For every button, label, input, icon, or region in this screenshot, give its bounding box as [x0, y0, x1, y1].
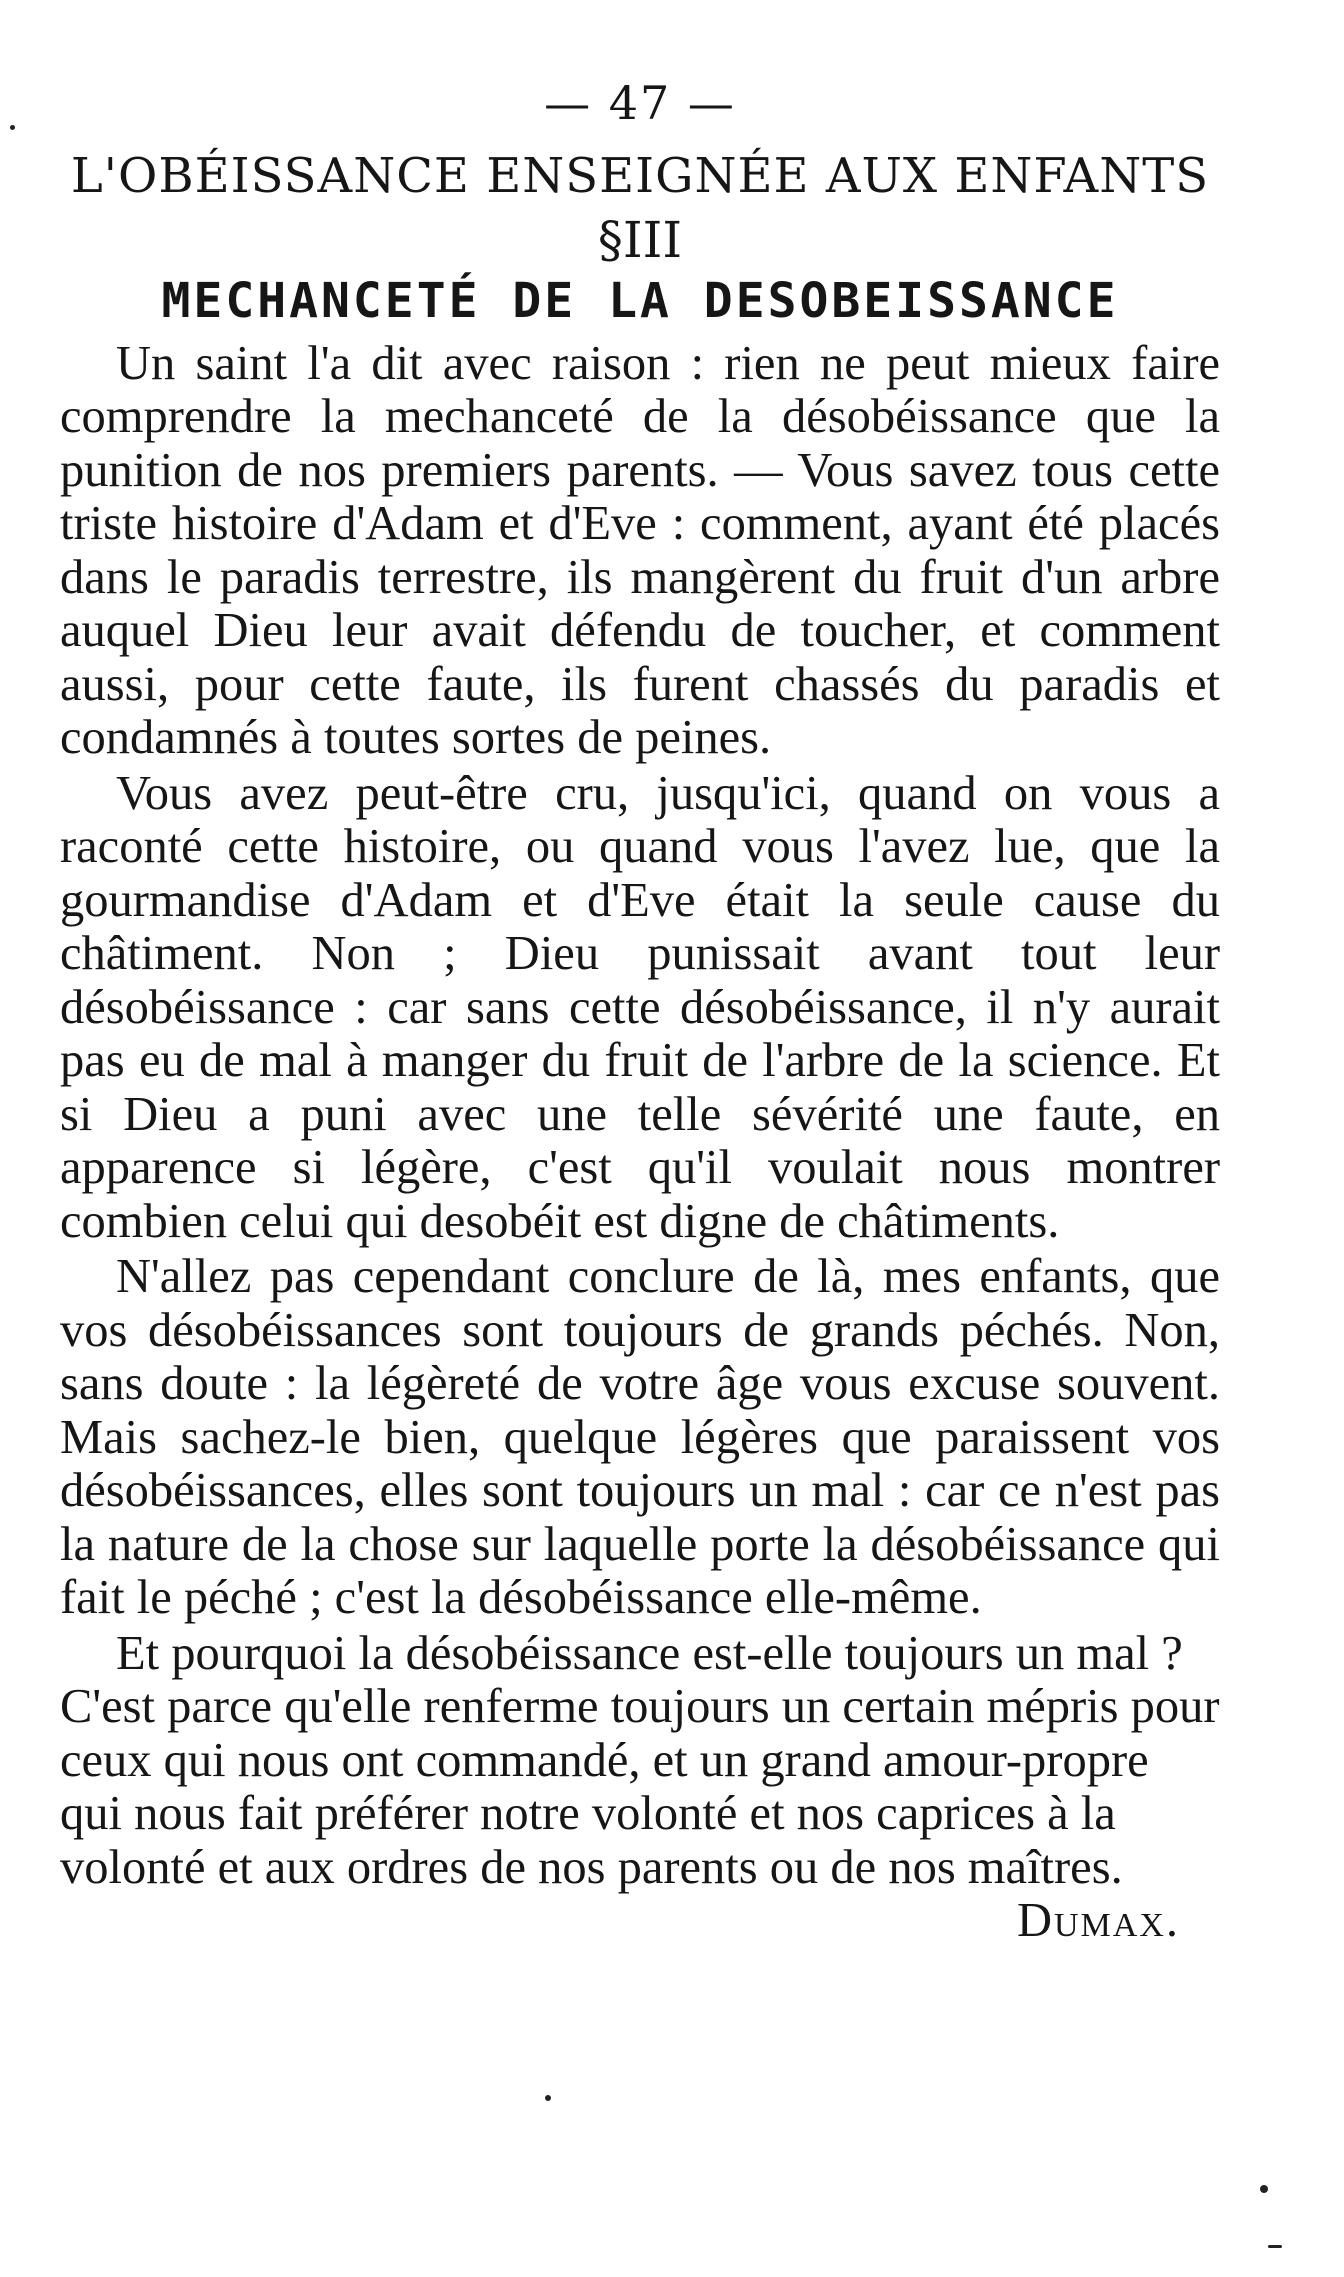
paragraph-4: [60, 1626, 1220, 1948]
section-heading: MECHANCETÉ DE LA DESOBEISSANCE: [161, 272, 1119, 329]
print-speck: [1268, 2245, 1282, 2248]
paragraph-2: Vous avez peut-être cru, jusqu'ici, quand on vous a raconté cette histoire, ou quand vous l'avez lue, que la gourmandise d'Adam et d'Eve était la seule cause du châtiment. Non ; Dieu punissait avant tout leur désobéissance : car sans cette désobéissance, il n'y aurait pas eu de mal à manger du fruit de l'arbre de la science. Et si Dieu a puni avec une telle sévérité une faute, en apparence si légère, c'est qu'il voulait nous montrer combien celui qui desobéit est digne de châtiments.: [60, 766, 1220, 1248]
print-speck: [10, 125, 15, 130]
paragraph-1: Un saint l'a dit avec raison : rien ne peut mieux faire comprendre la mechanceté de la désobéissance que la punition de nos premiers parents. — Vous savez tous cette triste histoire d'Adam et d'Eve : comment, ayant été placés dans le paradis terrestre, ils mangèrent du fruit d'un arbre auquel Dieu leur avait défendu de toucher, et comment aussi, pour cette faute, ils furent chassés du paradis et condamnés à toutes sortes de peines.: [60, 336, 1220, 765]
series-title: L'OBÉISSANCE ENSEIGNÉE AUX ENFANTS: [70, 148, 1210, 204]
page-number: — 47 —: [544, 76, 736, 130]
book-page: [60, 76, 1220, 1948]
section-mark: §III: [597, 210, 683, 269]
author-signature: Dumax.: [1016, 1894, 1180, 1948]
print-speck: [545, 2095, 551, 2101]
paragraph-3: N'allez pas cependant conclure de là, mes enfants, que vos désobéissances sont toujours de grands péchés. Non, sans doute : la légèreté de votre âge vous excuse souvent. Mais sachez-le bien, quelque légères que paraissent vos désobéissances, elles sont toujours un mal : car ce n'est pas la nature de la chose sur laquelle porte la désobéissance qui fait le péché ; c'est la désobéissance elle-même.: [60, 1250, 1220, 1625]
print-speck: [1260, 2185, 1268, 2193]
paragraph-4-text: Et pourquoi la désobéissance est-elle toujours un mal ? C'est parce qu'elle renferme toujours un certain mépris pour ceux qui nous ont commandé, et un grand amour-propre qui nous fait préférer notre volonté et nos caprices à la volonté et aux ordres de nos parents ou de nos maîtres.: [60, 1626, 1220, 1894]
